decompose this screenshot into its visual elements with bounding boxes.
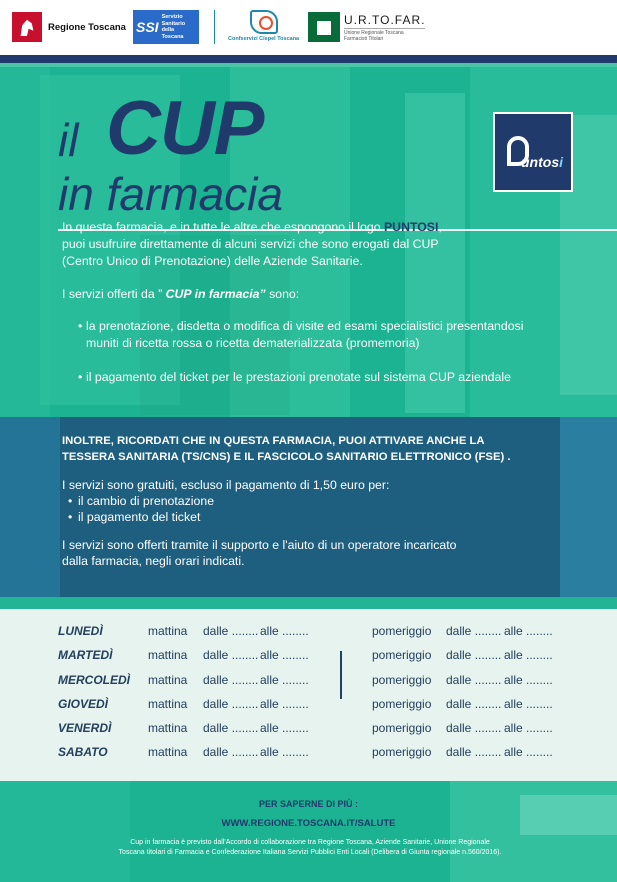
day-label: SABATO [58,745,108,760]
to-field: alle ........ [504,696,553,711]
puntosi-keyword: PUNTOSI [383,220,439,234]
day-label: LUNEDÌ [58,624,103,638]
footer-note-line: Cup in farmacia è previsto dall'Accordo di collaborazione tra Regione Toscana, Aziende Sanitarie, Unione Regionale [130,839,490,846]
afternoon-label: pomeriggio [372,672,432,687]
from-field: dalle ........ [203,624,259,638]
ssi-mark: SSI [136,19,159,35]
intro-paragraph [62,219,562,270]
table-row [58,673,558,697]
list-item: • il cambio di prenotazione [62,493,562,509]
from-field: dalle ........ [203,721,259,736]
ssi-text-line: della [161,27,175,33]
from-field: dalle ........ [446,696,502,711]
day-label: VENERDÌ [58,721,112,736]
intro-text: , [438,220,442,234]
ssi-text-line: Servizio [161,14,183,20]
puntosi-label-main: untos [521,154,560,170]
support-line: I servizi sono offerti tramite il supporto e l'aiuto di un operatore incaricato [62,538,457,552]
from-field: dalle ........ [203,648,259,663]
day-label: MARTEDÌ [58,648,113,663]
footer-note [60,838,560,858]
to-field: alle ........ [504,624,553,638]
table-row [58,697,558,721]
morning-label: mattina [148,672,188,687]
footer-heading: PER SAPERNE DI PIÙ : [258,799,359,809]
info-block-edge [0,417,60,597]
from-field: dalle ........ [446,648,502,663]
pegasus-icon [12,12,42,42]
afternoon-label: pomeriggio [372,721,432,736]
from-field: dalle ........ [203,696,259,711]
urtofar-logo [308,12,425,42]
hours-divider [340,651,342,699]
urtofar-icon [308,12,340,42]
support-line: dalla farmacia, negli orari indicati. [62,554,245,568]
to-field: alle ........ [260,721,309,736]
puntosi-logo [493,112,573,192]
puntosi-label [521,154,563,170]
services-heading-b: CUP in farmacia” [165,287,266,301]
urtofar-sub-line: Unione Regionale Toscana [344,29,404,36]
afternoon-label: pomeriggio [372,696,432,711]
footer-note-line: Toscana titolari di Farmacia e Confederazione Italiana Servizi Pubblici Enti Locali (Delibera di Giunta regionale n.560/2016). [118,849,502,856]
footer-url: WWW.REGIONE.TOSCANA.IT/SALUTE [221,818,396,829]
morning-label: mattina [148,745,188,760]
to-field: alle ........ [504,648,553,663]
decor-block [0,781,130,882]
confservizi-label: Confservizi Cispel Toscana [228,36,300,42]
ts-cns-line: INOLTRE, RICORDATI CHE IN QUESTA FARMACIA, PUOI ATTIVARE ANCHE LA [62,435,485,447]
regione-toscana-logo [12,12,126,42]
ssi-box [133,10,199,44]
info-block-text [62,433,562,569]
separator-stripe [0,597,617,609]
urtofar-title: U.R.TO.FAR. [344,12,426,27]
free-services-text: I servizi sono gratuiti, escluso il pagamento di 1,50 euro per: [62,478,390,492]
logo-header [0,0,617,55]
title-il: il [58,114,79,166]
free-services [62,477,562,525]
intro-text: (Centro Unico di Prenotazione) delle Aziende Sanitarie. [62,254,363,268]
from-field: dalle ........ [446,721,502,736]
ssi-text-line: Sanitario [161,20,186,27]
logo-divider [214,10,215,44]
ts-cns-notice [62,433,562,465]
puntosi-label-si: i [559,154,563,170]
ts-cns-line: TESSERA SANITARIA (TS/CNS) E IL FASCICOLO SANITARIO ELETTRONICO (FSE) . [62,451,511,463]
afternoon-label: pomeriggio [372,745,432,760]
to-field: alle ........ [260,624,309,638]
regione-toscana-label: Regione Toscana [48,21,126,33]
title-cup: CUP [106,86,264,171]
hours-grid [58,624,558,770]
to-field: alle ........ [504,672,553,687]
morning-label: mattina [148,721,188,736]
confservizi-logo [228,10,299,42]
intro-text: In questa farmacia, e in tutte le altre che espongono il logo [62,220,384,234]
to-field: alle ........ [260,648,309,663]
from-field: dalle ........ [446,624,502,638]
table-row [58,624,558,648]
from-field: dalle ........ [203,672,259,687]
poster [0,55,617,882]
support-text [62,537,562,569]
urtofar-subtitle [344,28,425,42]
urtofar-text [344,13,425,42]
table-row [58,745,558,769]
intro-text: puoi usufruire direttamente di alcuni servizi che sono erogati dal CUP [62,237,439,251]
to-field: alle ........ [504,721,553,736]
ssi-logo [133,10,199,44]
from-field: dalle ........ [446,672,502,687]
from-field: dalle ........ [446,745,502,760]
title-farmacia: in farmacia [58,168,283,220]
list-item: • il pagamento del ticket per le prestazioni prenotate sul sistema CUP aziendale [78,369,548,386]
info-block-edge [560,417,617,597]
morning-label: mattina [148,696,188,711]
services-heading [62,287,299,301]
morning-label: mattina [148,648,188,663]
to-field: alle ........ [504,745,553,760]
to-field: alle ........ [260,745,309,760]
to-field: alle ........ [260,672,309,687]
table-row [58,721,558,745]
table-row [58,648,558,672]
services-list [78,318,548,386]
confservizi-icon [250,10,278,34]
list-item: • il pagamento del ticket [62,509,562,525]
afternoon-label: pomeriggio [372,624,432,638]
day-label: MERCOLEDÌ [58,672,130,687]
to-field: alle ........ [260,696,309,711]
opening-hours [0,609,617,781]
list-item: • la prenotazione, disdetta o modifica di visite ed esami specialistici presentandosi muniti di ricetta rossa o ricetta dematerializzata (promemoria) [78,318,548,352]
top-bar [0,55,617,63]
services-heading-a: I servizi offerti da ” [62,287,166,301]
urtofar-sub-line: Farmacisti Titolari [344,35,384,42]
services-heading-c: sono: [265,287,300,301]
ssi-text [162,14,186,40]
day-label: GIOVEDÌ [58,696,109,711]
afternoon-label: pomeriggio [372,648,432,663]
morning-label: mattina [148,624,188,638]
ssi-text-line: Toscana [161,33,184,40]
from-field: dalle ........ [203,745,259,760]
